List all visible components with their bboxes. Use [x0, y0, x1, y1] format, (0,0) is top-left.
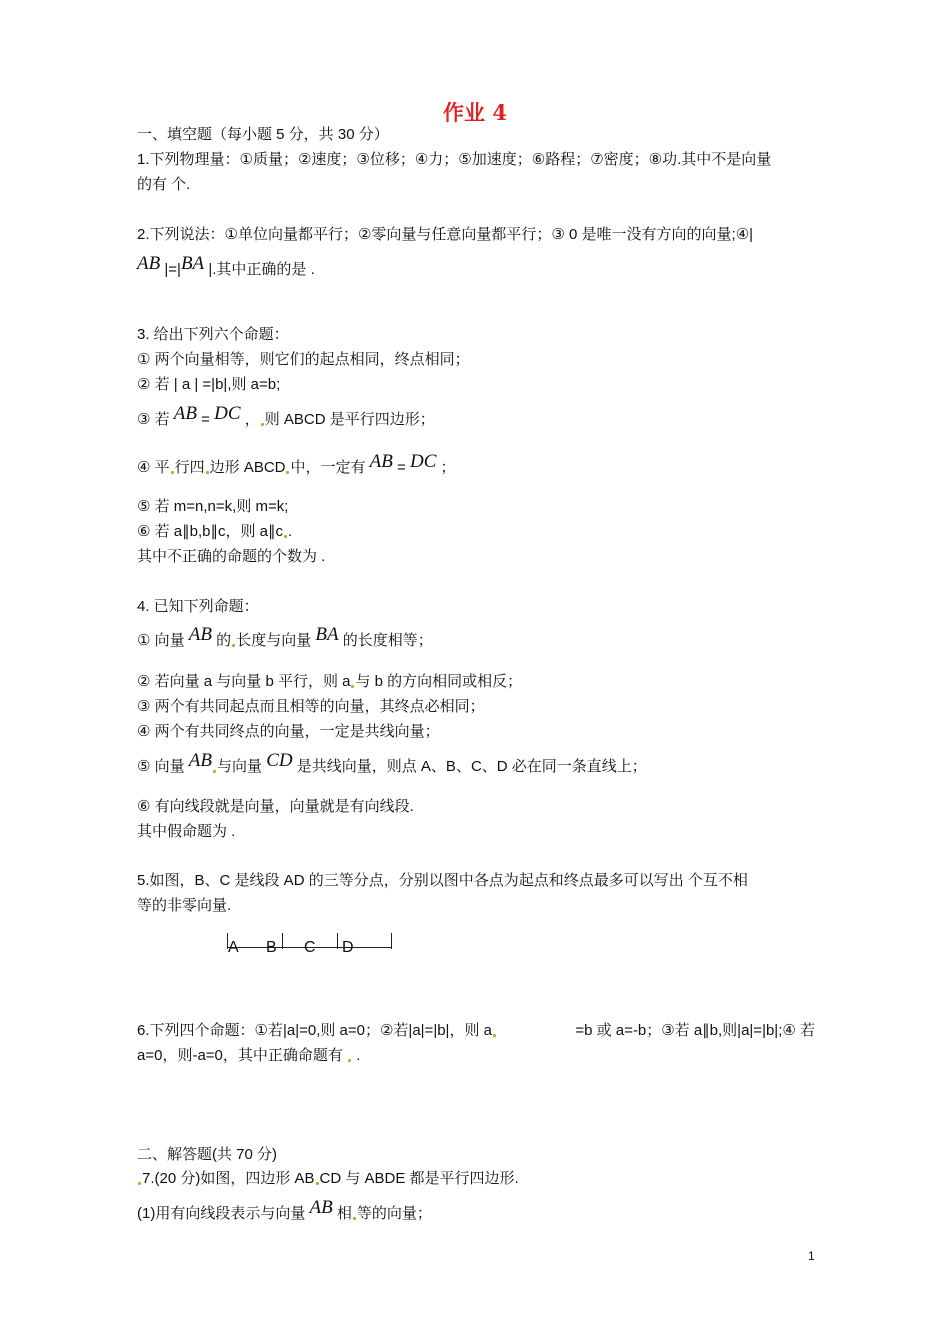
q2-line-2 — [137, 253, 315, 280]
q4-question: 其中假命题为 . — [137, 823, 236, 840]
q4-item-5 — [137, 750, 647, 777]
q4-item-6: ⑥ 有向线段就是向量，向量就是有向线段. — [137, 798, 414, 815]
vector-ab: AB — [173, 403, 198, 424]
q1-line-1: 1.下列物理量：①质量；②速度；③位移；④力；⑤加速度；⑥路程；⑦密度；⑧功.其中不是向量 — [137, 151, 772, 168]
point-label-a: A — [228, 939, 239, 956]
section-answer-heading: 二、解答题(共 70 分) — [137, 1146, 278, 1163]
comma: ， — [240, 411, 260, 428]
q4-heading: 4. 已知下列命题： — [137, 598, 259, 615]
vector-ab: AB — [369, 451, 393, 472]
equals-sign: = — [392, 459, 410, 476]
tick-d — [391, 933, 392, 949]
marker-dot — [353, 1217, 356, 1220]
q4-item-5-tail: 是共线向量，则点 A、B、C、D 必在同一条直线上； — [292, 758, 647, 775]
q3-item-4-text: ④ 平 — [137, 459, 170, 476]
point-label-d: D — [342, 939, 354, 956]
q7-part-1-text: 相 — [332, 1205, 352, 1222]
q7-text: 7.(20 分)如图，四边形 AB — [142, 1170, 315, 1187]
page-title: 作业 4 — [443, 100, 507, 125]
marker-dot — [284, 535, 287, 538]
q6-blank: . — [352, 1047, 361, 1064]
q3-item-6-text: ⑥ 若 a∥b,b∥c，则 a∥c — [137, 523, 283, 540]
vector-ba: BA — [180, 253, 205, 274]
q7-part-1-tail: 等的向量； — [356, 1205, 432, 1222]
q4-item-1-text: 的 — [212, 632, 232, 649]
q4-item-1-text: ① 向量 — [137, 632, 189, 649]
page-number: 1 — [808, 1249, 815, 1263]
q4-item-5-text: ⑤ 向量 — [137, 758, 189, 775]
section-fill-in-heading: 一、填空题（每小题 5 分，共 30 分） — [137, 126, 389, 143]
q3-item-5: ⑤ 若 m=n,n=k,则 m=k; — [137, 498, 289, 515]
q3-item-4 — [137, 451, 456, 478]
marker-dot — [171, 471, 174, 474]
q4-item-2 — [137, 672, 522, 692]
q7-text: CD 与 ABDE 都是平行四边形. — [319, 1170, 519, 1187]
q3-question: 其中不正确的命题的个数为 . — [137, 548, 326, 565]
q3-item-4-text: 行四 — [174, 459, 205, 476]
vector-ba: BA — [315, 624, 339, 645]
q4-item-2-tail: 与 b 的方向相同或相反； — [355, 673, 523, 690]
semicolon: ； — [436, 459, 456, 476]
equals-sign: = — [197, 411, 215, 428]
q4-item-1-text: 长度与向量 — [236, 632, 316, 649]
q4-item-5-text: 与向量 — [217, 758, 267, 775]
q3-item-4-text: 边形 ABCD — [209, 459, 286, 476]
q7-part-1-text: (1)用有向线段表示与向量 — [137, 1205, 310, 1222]
q4-item-1 — [137, 624, 433, 651]
q3-heading: 3. 给出下列六个命题： — [137, 326, 289, 343]
vector-ab: AB — [188, 750, 213, 771]
q3-item-3-text: ③ 若 — [137, 411, 174, 428]
q6-text: 6.下列四个命题：①若|a|=0,则 a=0；②若|a|=|b|，则 a — [137, 1022, 492, 1039]
q4-item-2-text: ② 若向量 a 与向量 b 平行，则 a — [137, 673, 351, 690]
vector-dc: DC — [409, 451, 437, 472]
tick-c — [337, 933, 338, 949]
point-label-b: B — [266, 939, 277, 956]
q2-text: 2.下列说法：①单位向量都平行；②零向量与任意向量都平行；③ 0 是唯一没有方向的向量;④| — [137, 226, 754, 243]
q3-item-3-tail: 则 ABCD 是平行四边形； — [264, 411, 435, 428]
q2-line-1 — [137, 225, 753, 245]
vector-dc: DC — [214, 403, 241, 424]
marker-dot — [261, 423, 264, 426]
q5-line-2: 等的非零向量. — [137, 897, 232, 914]
q6-text: =b 或 a=-b；③若 a∥b,则|a|=|b|;④ 若 — [575, 1022, 815, 1039]
q3-item-6 — [137, 522, 292, 542]
q6-line-1 — [137, 1021, 815, 1041]
vector-ab: AB — [309, 1197, 333, 1218]
q4-item-3: ③ 两个有共同起点而且相等的向量，其终点必相同； — [137, 698, 485, 715]
vector-cd: CD — [266, 750, 293, 771]
marker-dot — [232, 644, 235, 647]
point-label-c: C — [304, 939, 316, 956]
q6-text: a=0，则-a=0，其中正确命题有 — [137, 1047, 348, 1064]
q6-line-2 — [137, 1046, 360, 1066]
segment-ad-figure — [225, 932, 395, 960]
tick-b — [282, 933, 283, 949]
marker-dot — [493, 1034, 496, 1037]
marker-dot — [213, 770, 216, 773]
vector-ab: AB — [137, 253, 161, 274]
marker-dot — [206, 471, 209, 474]
q3-item-2: ② 若 | a | =|b|,则 a=b; — [137, 376, 281, 393]
q3-item-4-text: 中，一定有 — [290, 459, 370, 476]
marker-dot — [138, 1182, 141, 1185]
q3-item-1: ① 两个向量相等，则它们的起点相同，终点相同； — [137, 351, 470, 368]
q2-tail: |.其中正确的是 . — [204, 261, 315, 278]
marker-dot — [316, 1182, 319, 1185]
q4-item-4: ④ 两个有共同终点的向量，一定是共线向量； — [137, 723, 440, 740]
q3-item-3 — [137, 403, 435, 430]
q4-item-1-tail: 的长度相等； — [338, 632, 433, 649]
q2-abs-eq: |=| — [160, 261, 181, 278]
marker-dot — [348, 1059, 351, 1062]
vector-ab: AB — [188, 624, 213, 645]
q6-line-1-left — [137, 1021, 497, 1041]
q7-line-1 — [137, 1169, 519, 1189]
q1-line-2: 的有 个. — [137, 176, 191, 193]
q7-part-1 — [137, 1197, 432, 1224]
period: . — [288, 523, 293, 540]
q5-line-1: 5.如图，B、C 是线段 AD 的三等分点，分别以图中各点为起点和终点最多可以写出 个互不相 — [137, 872, 748, 889]
